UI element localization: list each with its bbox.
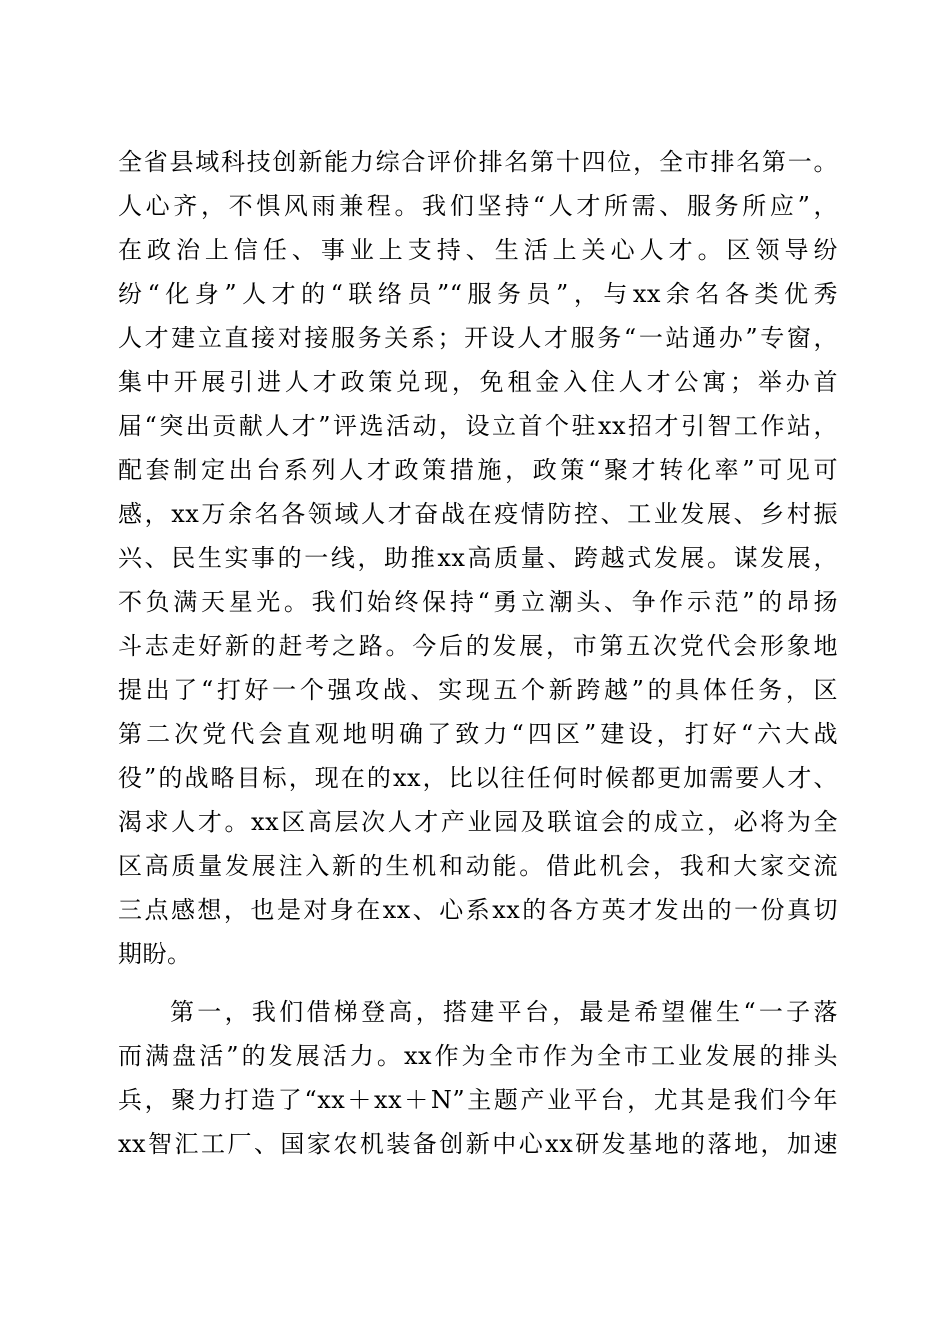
text-line: 配套制定出台系列人才政策措施，政策“聚才转化率”可见可	[118, 456, 838, 484]
text-line: 届“突出贡献人才”评选活动，设立首个驻xx招才引智工作站，	[118, 412, 838, 440]
text-line: xx智汇工厂、国家农机装备创新中心xx研发基地的落地，加速	[118, 1130, 838, 1158]
paragraph	[118, 140, 838, 976]
text-line: 兴、民生实事的一线，助推xx高质量、跨越式发展。谋发展，	[118, 544, 838, 572]
text-line: 兵，聚力打造了“xx＋xx＋N”主题产业平台，尤其是我们今年	[118, 1086, 838, 1114]
text-line: 期盼。	[118, 940, 192, 968]
text-line: 第二次党代会直观地明确了致力“四区”建设，打好“六大战	[118, 720, 838, 748]
text-line: 人心齐，不惧风雨兼程。我们坚持“人才所需、服务所应”，	[118, 192, 838, 220]
text-line: 第一，我们借梯登高，搭建平台，最是希望催生“一子落	[170, 998, 838, 1026]
text-line: 集中开展引进人才政策兑现，免租金入住人才公寓；举办首	[118, 368, 838, 396]
text-line: 区高质量发展注入新的生机和动能。借此机会，我和大家交流	[118, 852, 838, 880]
text-line: 而满盘活”的发展活力。xx作为全市作为全市工业发展的排头	[118, 1042, 838, 1070]
text-line: 渴求人才。xx区高层次人才产业园及联谊会的成立，必将为全	[118, 808, 838, 836]
paragraph	[118, 990, 838, 1166]
text-line: 人才建立直接对接服务关系；开设人才服务“一站通办”专窗，	[118, 324, 838, 352]
text-line: 提出了“打好一个强攻战、实现五个新跨越”的具体任务，区	[118, 676, 838, 704]
text-line: 在政治上信任、事业上支持、生活上关心人才。区领导纷	[118, 236, 838, 264]
document-body	[118, 140, 838, 1166]
text-line: 感，xx万余名各领域人才奋战在疫情防控、工业发展、乡村振	[118, 500, 838, 528]
text-line: 役”的战略目标，现在的xx，比以往任何时候都更加需要人才、	[118, 764, 838, 792]
text-line: 全省县域科技创新能力综合评价排名第十四位，全市排名第一。	[118, 148, 838, 176]
text-line: 三点感想，也是对身在xx、心系xx的各方英才发出的一份真切	[118, 896, 838, 924]
text-line: 纷“化身”人才的“联络员”“服务员”，与xx余名各类优秀	[118, 280, 838, 308]
text-line: 不负满天星光。我们始终保持“勇立潮头、争作示范”的昂扬	[118, 588, 838, 616]
text-line: 斗志走好新的赶考之路。今后的发展，市第五次党代会形象地	[118, 632, 838, 660]
